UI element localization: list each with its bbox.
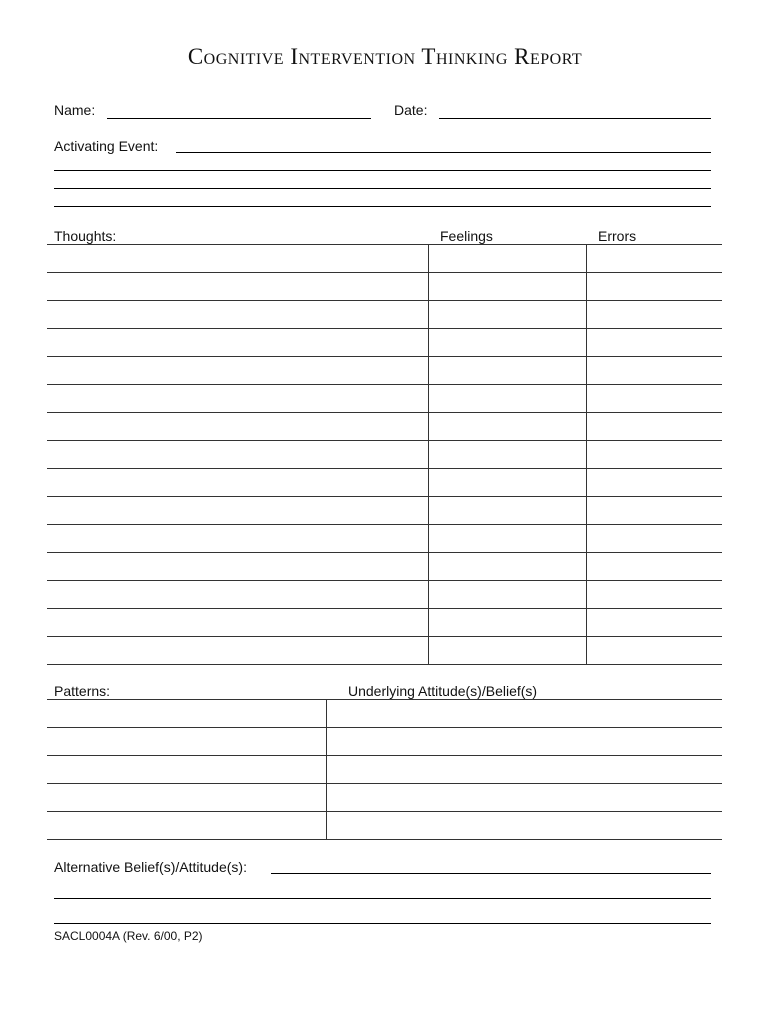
errors-cell[interactable]: [586, 524, 722, 552]
thoughts-cell[interactable]: [47, 412, 428, 440]
underlying-beliefs-cell[interactable]: [326, 727, 722, 755]
feelings-cell[interactable]: [428, 524, 586, 552]
thoughts-cell[interactable]: [47, 468, 428, 496]
errors-cell[interactable]: [586, 552, 722, 580]
thoughts-cell[interactable]: [47, 524, 428, 552]
patterns-cell[interactable]: [47, 755, 326, 783]
underlying-beliefs-cell[interactable]: [326, 699, 722, 727]
errors-cell[interactable]: [586, 468, 722, 496]
feelings-cell[interactable]: [428, 272, 586, 300]
thoughts-cell[interactable]: [47, 300, 428, 328]
underlying-beliefs-cell[interactable]: [326, 755, 722, 783]
activating-event-line[interactable]: [176, 152, 711, 153]
feelings-cell[interactable]: [428, 300, 586, 328]
patterns-cell[interactable]: [47, 811, 326, 839]
form-code: SACL0004A (Rev. 6/00, P2): [54, 929, 203, 943]
feelings-cell[interactable]: [428, 412, 586, 440]
feelings-cell[interactable]: [428, 356, 586, 384]
patterns-cell[interactable]: [47, 727, 326, 755]
underlying-beliefs-cell[interactable]: [326, 811, 722, 839]
feelings-cell[interactable]: [428, 636, 586, 664]
activating-event-line[interactable]: [54, 188, 711, 189]
feelings-cell[interactable]: [428, 580, 586, 608]
alternative-belief-line[interactable]: [54, 898, 711, 899]
errors-cell[interactable]: [586, 440, 722, 468]
feelings-cell[interactable]: [428, 608, 586, 636]
thoughts-cell[interactable]: [47, 384, 428, 412]
activating-event-line[interactable]: [54, 170, 711, 171]
thoughts-cell[interactable]: [47, 244, 428, 272]
name-field-line[interactable]: [107, 118, 371, 119]
errors-cell[interactable]: [586, 412, 722, 440]
errors-header: Errors: [598, 228, 637, 244]
errors-cell[interactable]: [586, 636, 722, 664]
date-label: Date:: [394, 102, 428, 118]
errors-cell[interactable]: [586, 496, 722, 524]
feelings-cell[interactable]: [428, 328, 586, 356]
activating-event-line[interactable]: [54, 206, 711, 207]
thoughts-cell[interactable]: [47, 496, 428, 524]
alternative-belief-line[interactable]: [271, 873, 711, 874]
feelings-header: Feelings: [440, 228, 493, 244]
thoughts-cell[interactable]: [47, 636, 428, 664]
activating-event-label: Activating Event:: [54, 138, 159, 154]
patterns-cell[interactable]: [47, 783, 326, 811]
feelings-cell[interactable]: [428, 552, 586, 580]
patterns-header: Patterns:: [54, 683, 111, 699]
underlying-beliefs-header: Underlying Attitude(s)/Belief(s): [348, 683, 538, 699]
date-field-line[interactable]: [439, 118, 711, 119]
table-row-line: [47, 664, 722, 665]
errors-cell[interactable]: [586, 244, 722, 272]
thoughts-cell[interactable]: [47, 552, 428, 580]
alternative-belief-label: Alternative Belief(s)/Attitude(s):: [54, 859, 247, 875]
thoughts-cell[interactable]: [47, 272, 428, 300]
feelings-cell[interactable]: [428, 244, 586, 272]
name-label: Name:: [54, 102, 96, 118]
thoughts-cell[interactable]: [47, 356, 428, 384]
errors-cell[interactable]: [586, 384, 722, 412]
alternative-belief-line[interactable]: [54, 923, 711, 924]
thoughts-cell[interactable]: [47, 328, 428, 356]
feelings-cell[interactable]: [428, 440, 586, 468]
errors-cell[interactable]: [586, 328, 722, 356]
underlying-beliefs-cell[interactable]: [326, 783, 722, 811]
thoughts-header: Thoughts:: [54, 228, 117, 244]
thoughts-cell[interactable]: [47, 440, 428, 468]
form-title: Cognitive Intervention Thinking Report: [187, 44, 583, 69]
errors-cell[interactable]: [586, 356, 722, 384]
errors-cell[interactable]: [586, 272, 722, 300]
feelings-cell[interactable]: [428, 384, 586, 412]
errors-cell[interactable]: [586, 300, 722, 328]
thoughts-cell[interactable]: [47, 608, 428, 636]
feelings-cell[interactable]: [428, 468, 586, 496]
table-row-line: [47, 839, 722, 840]
feelings-cell[interactable]: [428, 496, 586, 524]
patterns-cell[interactable]: [47, 699, 326, 727]
errors-cell[interactable]: [586, 608, 722, 636]
errors-cell[interactable]: [586, 580, 722, 608]
thoughts-cell[interactable]: [47, 580, 428, 608]
